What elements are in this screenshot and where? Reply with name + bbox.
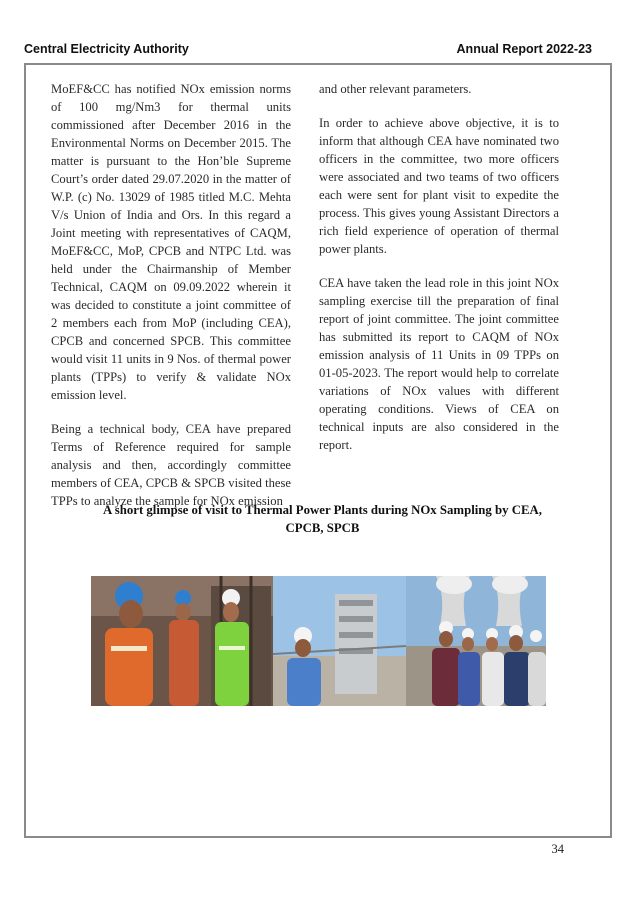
header-organization: Central Electricity Authority	[24, 42, 189, 56]
right-paragraph-2: In order to achieve above objective, it is to inform that although CEA have nominated two officers in the committee, two more officers were associated and two teams of two officers each were sent for plant visit to expedite the process. This gives young Assistant Directors a rich field experience of operation of thermal power plants.	[319, 116, 559, 256]
right-text-column	[319, 80, 559, 470]
left-paragraph-1: MoEF&CC has notified NOx emission norms of 100 mg/Nm3 for thermal units commissioned after December 2016 in the Environmental Norms on December 2015. The matter is pursuant to the Hon’ble Supreme Court’s order dated 29.07.2020 in the matter of W.P. (c) No. 13029 of 1985 titled M.C. Mehta V/s Union of India and Ors. In this regard a Joint meeting with representatives of CAQM, MoEF&CC, MoP, CPCB and NTPC Ltd. was held under the Chairmanship of Member Technical, CAQM on 09.09.2022 wherein it was decided to constitute a joint committee of 2 members each from MoP (including CEA), CPCB and concerned SPCB. This committee would visit 11 units in 9 Nos. of thermal power plants (TPPs) to verify & validate NOx emission level.	[51, 82, 291, 402]
photo-sampling-workers	[91, 576, 273, 706]
photo-caption: A short glimpse of visit to Thermal Power Plants during NOx Sampling by CEA, CPCB, SPCB	[103, 503, 542, 535]
right-paragraph-3: CEA have taken the lead role in this joint NOx sampling exercise till the preparation of final report of joint committee. The joint committee has submitted its report to CAQM of NOx emission analysis of 11 Units in 09 TPPs on 01-05-2023. The report would help to correlate variations of NOx values with different operating conditions. Views of CEA on technical inputs are also considered in the report.	[319, 276, 559, 452]
left-text-column	[51, 80, 291, 526]
photo-officer-at-plant	[273, 576, 406, 706]
page-number: 34	[551, 842, 564, 856]
header-report-title: Annual Report 2022-23	[456, 42, 592, 56]
left-paragraph-2: Being a technical body, CEA have prepared Terms of Reference required for sample analysis and then, accordingly committee members of CEA, CPCB & SPCB visited these TPPs to analyze the sample for NOx emission	[51, 422, 291, 508]
right-paragraph-1: and other relevant parameters.	[319, 82, 472, 96]
photo-group-cooling-towers	[406, 576, 546, 706]
